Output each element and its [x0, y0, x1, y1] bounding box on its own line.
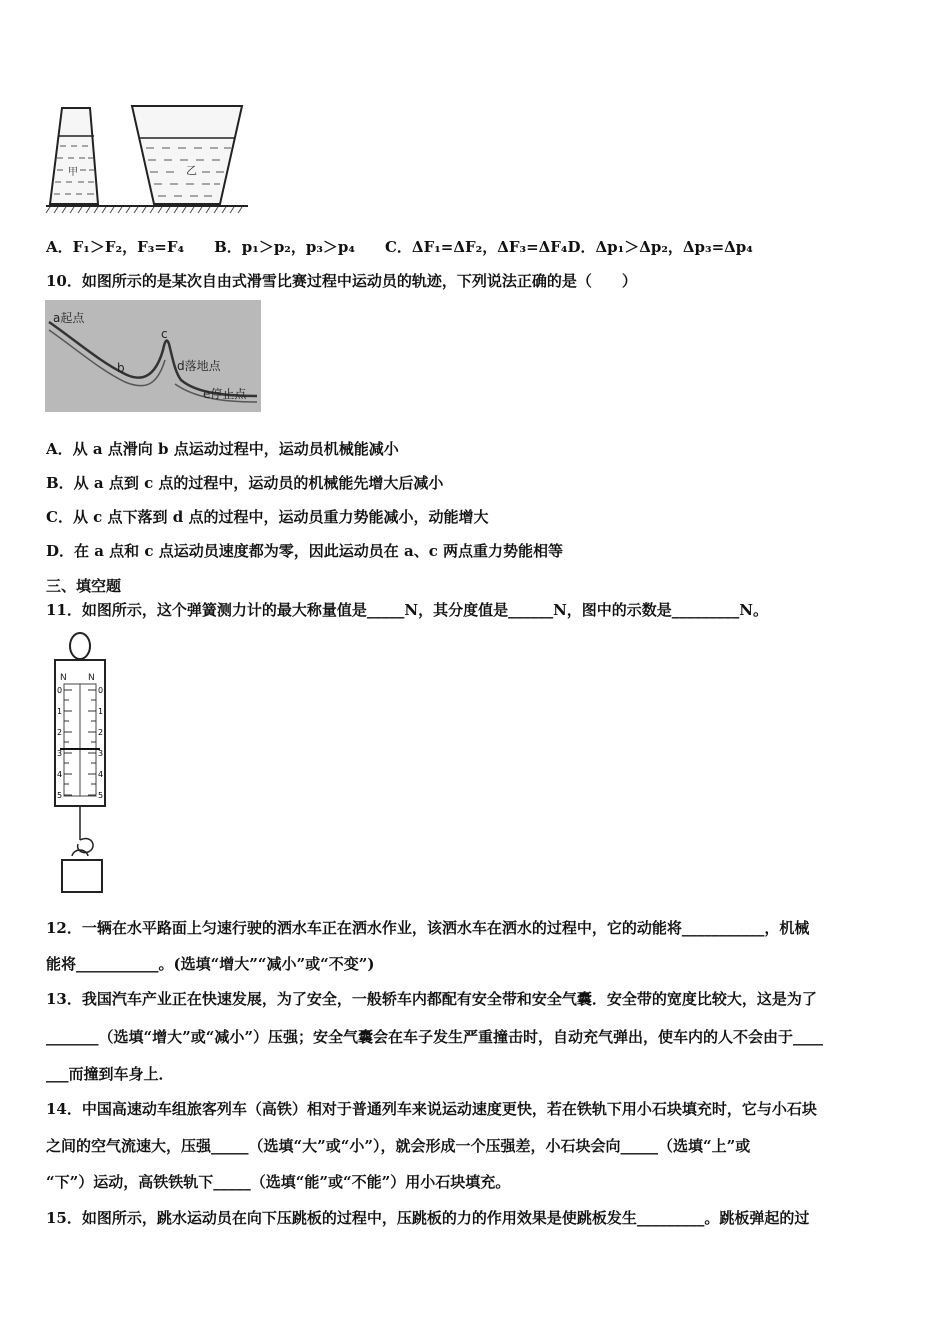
label-d: d落地点 — [177, 359, 221, 373]
tick-0-right: 0 — [98, 686, 104, 695]
q14-line1: 14．中国高速动车组旅客列车（高铁）相对于普通列车来说运动速度更快，若在铁轨下用小石块填充时，它与小石块 — [46, 1100, 817, 1118]
q12-line1: 12．一辆在水平路面上匀速行驶的洒水车正在洒水作业，该洒水车在洒水的过程中，它的动能将___________，机械 — [46, 919, 810, 937]
tick-3-right: 3 — [98, 749, 104, 758]
label-a: a起点 — [53, 311, 85, 325]
ski-trajectory-figure — [45, 300, 261, 412]
q14-line3: “下”）运动，高铁铁轨下_____（选填“能”或“不能”）用小石块填充。 — [46, 1173, 511, 1191]
label-c: c — [161, 327, 168, 341]
tick-5-right: 5 — [98, 791, 104, 800]
left-container-label: 甲 — [68, 167, 78, 178]
q13-line3: ___而撞到车身上． — [46, 1065, 174, 1083]
q10-option-a: A．从 a 点滑向 b 点运动过程中，运动员机械能减小 — [46, 440, 399, 458]
tick-3-left: 3 — [57, 749, 63, 758]
label-b: b — [117, 361, 125, 375]
tick-5-left: 5 — [57, 791, 63, 800]
spring-scale-figure — [50, 630, 110, 896]
scale-ring — [70, 633, 90, 659]
q11-stem: 11．如图所示，这个弹簧测力计的最大称量值是_____N，其分度值是______N，图中的示数是_________N。 — [46, 601, 769, 619]
q10-option-b: B．从 a 点到 c 点的过程中，运动员的机械能先增大后减小 — [46, 474, 444, 492]
q13-line2: _______（选填“增大”或“减小”）压强；安全气囊会在车子发生严重撞击时，自动充气弹出，使车内的人不会由于____ — [46, 1028, 824, 1046]
q10-stem: 10．如图所示的是某次自由式滑雪比赛过程中运动员的轨迹，下列说法正确的是（ ） — [46, 272, 637, 290]
tick-1-right: 1 — [98, 707, 104, 716]
tick-2-right: 2 — [98, 728, 104, 737]
q10-option-d: D．在 a 点和 c 点运动员速度都为零，因此运动员在 a、c 两点重力势能相等 — [46, 542, 564, 560]
unit-left: N — [60, 673, 67, 683]
unit-right: N — [88, 673, 95, 683]
q14-line2: 之间的空气流速大，压强_____（选填“大”或“小”），就会形成一个压强差，小石块会向_____（选填“上”或 — [46, 1137, 751, 1155]
tick-4-left: 4 — [57, 770, 63, 779]
q12-line2: 能将___________。(选填“增大”“减小”或“不变”) — [46, 955, 375, 973]
q13-line1: 13．我国汽车产业正在快速发展，为了安全，一般轿车内都配有安全带和安全气囊．安全带的宽度比较大，这是为了 — [46, 990, 817, 1008]
q9-options: A．F₁＞F₂，F₃=F₄ B．p₁＞p₂，p₃＞p₄ C．ΔF₁=ΔF₂，ΔF₃=ΔF₄D．Δp₁＞Δp₂，Δp₃=Δp₄ — [46, 238, 753, 256]
tick-0-left: 0 — [57, 686, 63, 695]
q15-line1: 15．如图所示，跳水运动员在向下压跳板的过程中，压跳板的力的作用效果是使跳板发生_________。跳板弹起的过 — [46, 1209, 810, 1227]
right-container — [132, 106, 242, 204]
label-e: e停止点 — [203, 387, 247, 401]
tick-1-left: 1 — [57, 707, 63, 716]
tick-2-left: 2 — [57, 728, 63, 737]
q10-option-c: C．从 c 点下落到 d 点的过程中，运动员重力势能减小，动能增大 — [46, 508, 489, 526]
right-container-label: 乙 — [186, 164, 197, 177]
scale-weight — [62, 860, 102, 892]
left-container — [50, 108, 98, 204]
tick-4-right: 4 — [98, 770, 104, 779]
containers-figure — [44, 100, 250, 216]
section-title: 三、填空题 — [46, 577, 122, 595]
